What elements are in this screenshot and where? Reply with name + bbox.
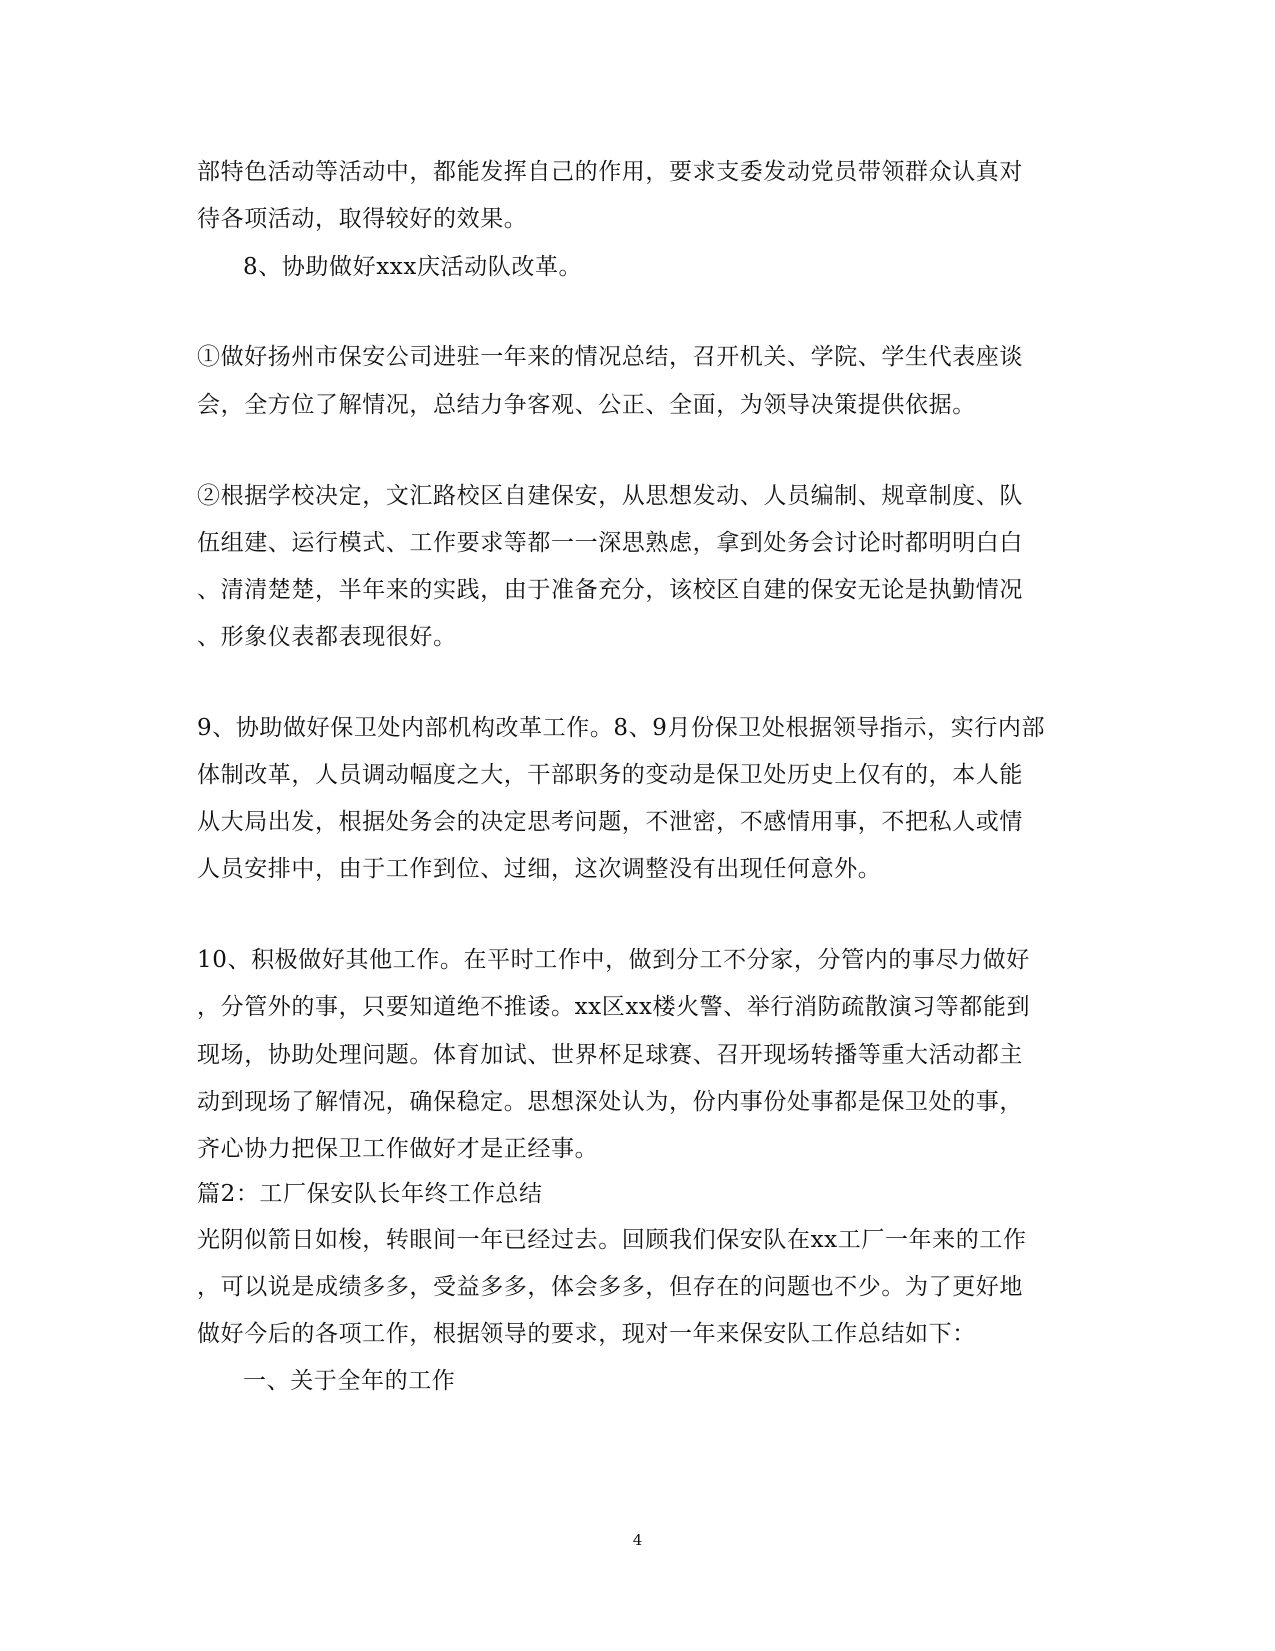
text-line: 体制改革，人员调动幅度之大，干部职务的变动是保卫处历史上仅有的，本人能 (197, 762, 1023, 788)
text-line: 待各项活动，取得较好的效果。 (197, 206, 528, 232)
list-heading: 8、协助做好xxx庆活动队改革。 (243, 254, 583, 280)
text-line: ①做好扬州市保安公司进驻一年来的情况总结，召开机关、学院、学生代表座谈 (197, 344, 1023, 370)
text-line: 从大局出发，根据处务会的决定思考问题，不泄密，不感情用事，不把私人或情 (197, 809, 1023, 835)
text-line: 光阴似箭日如梭，转眼间一年已经过去。回顾我们保安队在xx工厂一年来的工作 (197, 1227, 1027, 1253)
text-line: 9、协助做好保卫处内部机构改革工作。8、9月份保卫处根据领导指示，实行内部 (197, 715, 1046, 741)
text-line: ，分管外的事，只要知道绝不推诿。xx区xx楼火警、举行消防疏散演习等都能到 (197, 994, 1031, 1020)
text-line: 动到现场了解情况，确保稳定。思想深处认为，份内事份处事都是保卫处的事， (197, 1089, 1023, 1115)
text-line: 做好今后的各项工作，根据领导的要求，现对一年来保安队工作总结如下： (197, 1321, 976, 1347)
text-line: 现场，协助处理问题。体育加试、世界杯足球赛、召开现场转播等重大活动都主 (197, 1042, 1023, 1068)
text-line: 部特色活动等活动中，都能发挥自己的作用，要求支委发动党员带领群众认真对 (197, 159, 1023, 185)
subsection-heading: 一、关于全年的工作 (243, 1368, 456, 1394)
text-line: ，可以说是成绩多多，受益多多，体会多多，但存在的问题也不少。为了更好地 (197, 1274, 1023, 1300)
page-number: 4 (632, 1531, 643, 1549)
text-line: ②根据学校决定，文汇路校区自建保安，从思想发动、人员编制、规章制度、队 (197, 483, 1023, 509)
text-line: 、形象仪表都表现很好。 (197, 624, 457, 650)
text-line: 、清清楚楚，半年来的实践，由于准备充分，该校区自建的保安无论是执勤情况 (197, 577, 1023, 603)
section-heading: 篇2：工厂保安队长年终工作总结 (197, 1181, 543, 1207)
text-line: 10、积极做好其他工作。在平时工作中，做到分工不分家，分管内的事尽力做好 (197, 947, 1030, 973)
text-line: 人员安排中，由于工作到位、过细，这次调整没有出现任何意外。 (197, 856, 882, 882)
text-line: 伍组建、运行模式、工作要求等都一一深思熟虑，拿到处务会讨论时都明明白白 (197, 530, 1023, 556)
text-line: 会，全方位了解情况，总结力争客观、公正、全面，为领导决策提供依据。 (197, 392, 976, 418)
text-line: 齐心协力把保卫工作做好才是正经事。 (197, 1136, 599, 1162)
